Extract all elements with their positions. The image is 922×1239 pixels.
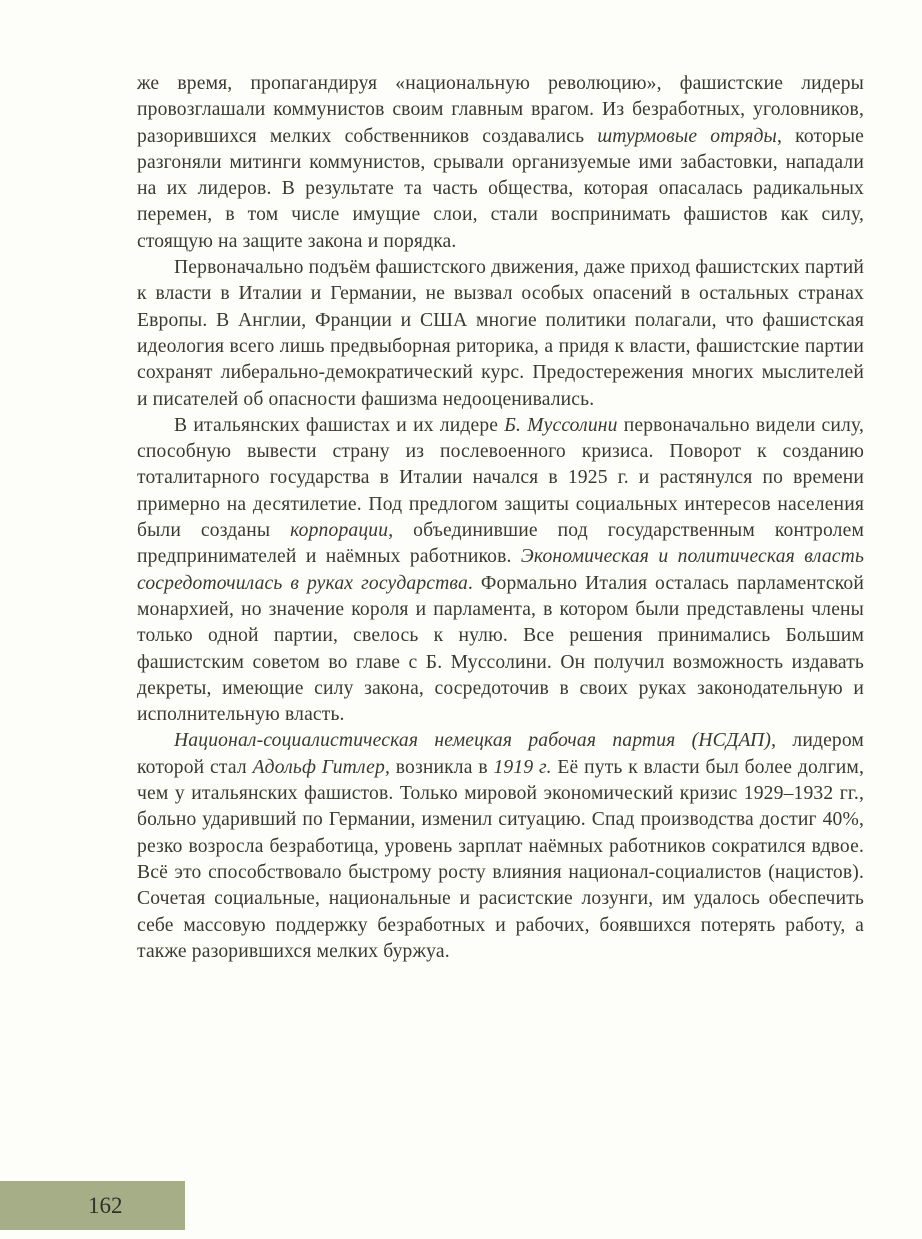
paragraph: [137, 728, 864, 965]
paragraph: [137, 255, 864, 413]
body-text: , объединившие под государственным контролем предпринимателей и наёмных работников.: [137, 520, 864, 568]
page-number: 162: [88, 1192, 123, 1218]
emphasis-text: 1919 г.: [493, 756, 552, 778]
emphasis-text: штурмовые отряды: [597, 125, 777, 147]
page-number-box: [0, 1181, 185, 1230]
emphasis-text: Национал-социалистическая немецкая рабочая партия (НСДАП): [174, 730, 772, 752]
emphasis-text: Б. Муссолини: [504, 414, 618, 436]
emphasis-text: Адольф Гитлер: [252, 756, 385, 778]
body-text: же время, пропагандируя «национальную революцию», фашистские лидеры провозглашали коммунистов своим главным врагом. Из безработных, уголовников, разорившихся мелких собственников создавались: [137, 73, 864, 147]
emphasis-text: корпорации: [290, 520, 389, 542]
paragraph: [137, 71, 864, 255]
emphasis-text: Экономическая и политическая власть сосредоточилась в руках государства: [137, 546, 865, 594]
body-text: первоначально видели силу, способную вывести страну из послевоенного кризиса. Поворот к созданию тоталитарного государства в Италии начался в 1925 г. и растянулся по времени примерно на десятилетие. Под предлогом защиты социальных интересов населения были созданы: [137, 414, 864, 542]
body-text: Первоначально подъём фашистского движения, даже приход фашистских партий к власти в Италии и Германии, не вызвал особых опасений в остальных странах Европы. В Англии, Франции и США многие политики полагали, что фашистская идеология всего лишь предвыборная риторика, а придя к власти, фашистские партии сохранят либерально-демократический курс. Предостережения многих мыслителей и писателей об опасности фашизма недооценивались.: [137, 257, 864, 410]
body-text: Её путь к власти был более долгим, чем у итальянских фашистов. Только мировой экономический кризис 1929–1932 гг., больно ударивший по Германии, изменил ситуацию. Спад производства достиг 40%, резко возросла безработица, уровень зарплат наёмных работников сократился вдвое. Всё это способствовало быстрому росту влияния национал-социалистов (нацистов). Сочетая социальные, национальные и расистские лозунги, им удалось обеспечить себе массовую поддержку безработных и рабочих, боявшихся потерять работу, а также разорившихся мелких буржуа.: [137, 756, 865, 962]
body-text: В итальянских фашистах и их лидере: [174, 414, 505, 436]
text-column: [137, 71, 864, 965]
body-text: , возникла в: [384, 756, 494, 778]
paragraph: [137, 413, 864, 729]
body-text: , лидером которой стал: [137, 730, 864, 778]
body-text: . Формально Италия осталась парламентской монархией, но значение короля и парламента, в котором были представлены члены только одной партии, свелось к нулю. Все решения принимались Большим фашистским советом во главе с Б. Муссолини. Он получил возможность издавать декреты, имеющие силу закона, сосредоточив в своих руках законодательную и исполнительную власть.: [137, 572, 864, 726]
body-text: , которые разгоняли митинги коммунистов, срывали организуемые ими забастовки, нападали на их лидеров. В результате та часть общества, которая опасалась радикальных перемен, в том числе имущие слои, стали воспринимать фашистов как силу, стоящую на защите закона и порядка.: [137, 125, 865, 252]
